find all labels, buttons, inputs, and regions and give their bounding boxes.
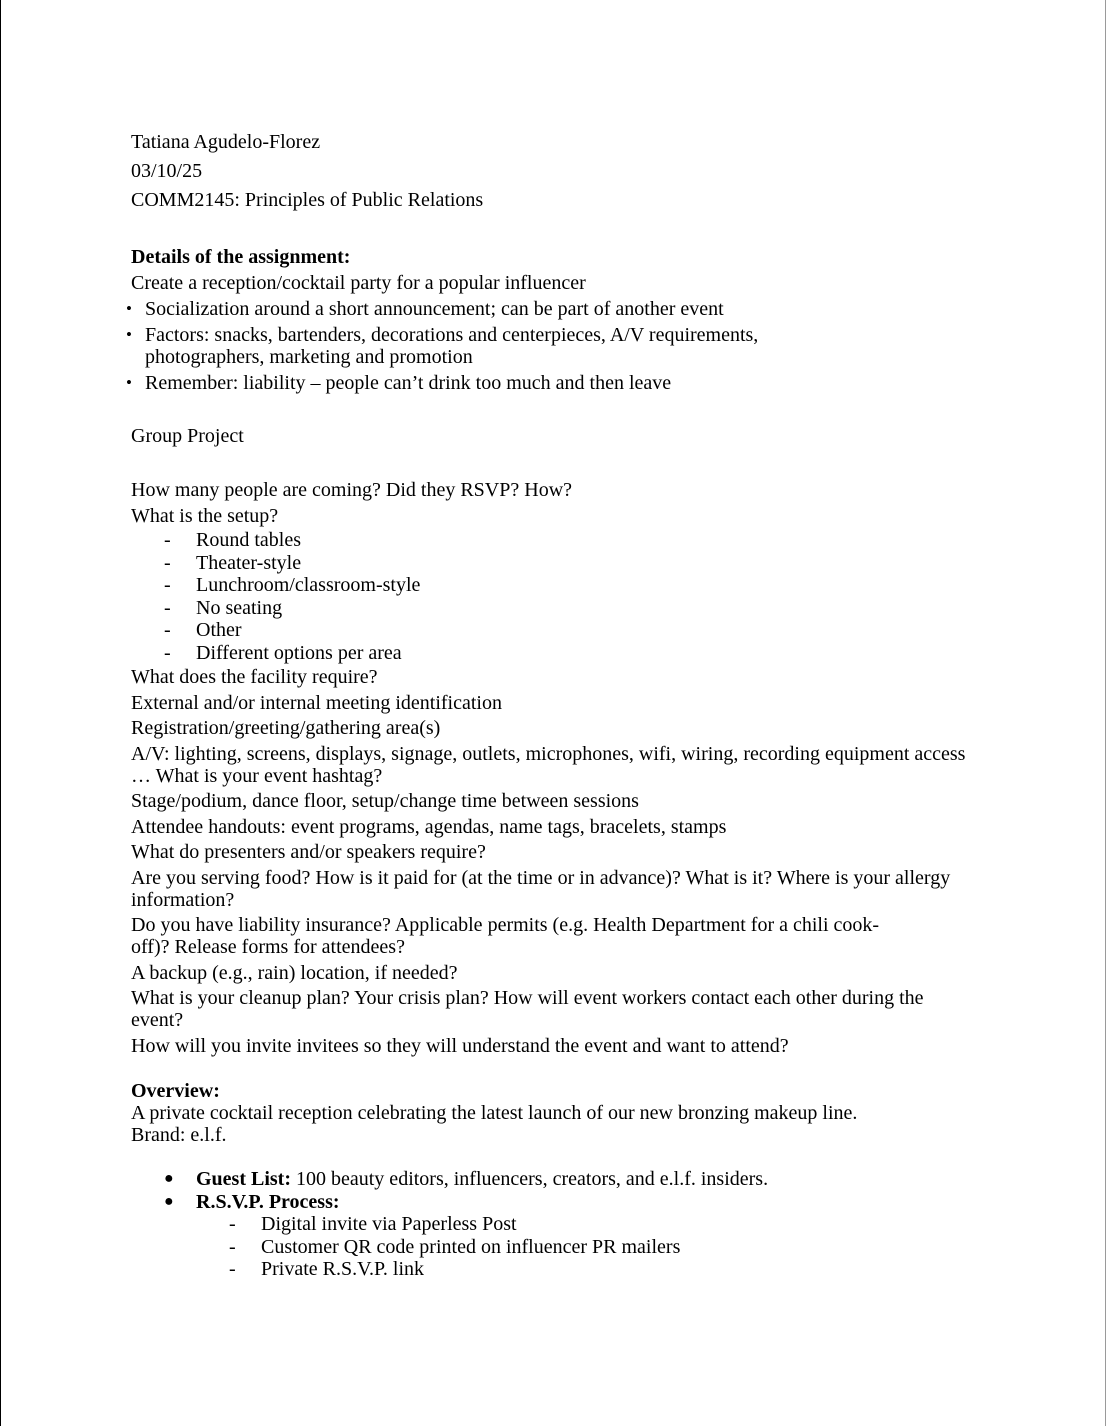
rsvp-label: R.S.V.P. Process:: [196, 1190, 340, 1213]
guest-list-value: 100 beauty editors, influencers, creators, and e.l.f. insiders.: [291, 1168, 769, 1190]
assignment-bullets: [131, 298, 991, 394]
planning-questions: [131, 666, 991, 1057]
planning-question: What do presenters and/or speakers require?: [131, 841, 486, 863]
overview-heading: Overview:: [131, 1080, 220, 1102]
rsvp-method: - Customer QR code printed on influencer PR mailers: [196, 1236, 991, 1259]
planning-question: Attendee handouts: event programs, agendas, name tags, bracelets, stamps: [131, 815, 727, 838]
assignment-heading: Details of the assignment:: [131, 246, 351, 268]
planning-question: Stage/podium, dance floor, setup/change time between sessions: [131, 790, 639, 812]
planning-question: A/V: lighting, screens, displays, signage, outlets, microphones, wifi, wiring, recording equipment access … What is your event hashtag?: [131, 742, 966, 787]
brand-line: Brand: e.l.f.: [131, 1124, 227, 1146]
rsvp-methods-list: [196, 1213, 991, 1281]
planning-question: What does the facility require?: [131, 666, 378, 688]
planning-question: How will you invite invitees so they will understand the event and want to attend?: [131, 1034, 789, 1057]
assignment-intro: Create a reception/cocktail party for a popular influencer: [131, 272, 586, 294]
overview-description: A private cocktail reception celebrating the latest launch of our new bronzing makeup line.: [131, 1102, 858, 1124]
setup-option: - Other: [131, 619, 991, 642]
setup-options-list: [131, 529, 991, 664]
rsvp-method: - Private R.S.V.P. link: [196, 1258, 991, 1281]
course-title: COMM2145: Principles of Public Relations: [131, 189, 484, 211]
setup-option: - Lunchroom/classroom-style: [131, 574, 991, 597]
planning-question: Are you serving food? How is it paid for (at the time or in advance)? What is it? Where is your allergy information?: [131, 866, 951, 911]
guest-list-label: Guest List:: [196, 1168, 291, 1190]
assignment-bullet: • Remember: liability – people can’t drink too much and then leave: [131, 372, 991, 394]
rsvp-method: - Digital invite via Paperless Post: [196, 1213, 991, 1236]
setup-option: - Theater-style: [131, 552, 991, 575]
assignment-bullet: • Factors: snacks, bartenders, decorations and centerpieces, A/V requirements, photographers, marketing and promotion: [131, 324, 825, 368]
planning-question: External and/or internal meeting identification: [131, 691, 502, 714]
document-date: 03/10/25: [131, 160, 203, 182]
rsvp-item: [131, 1191, 991, 1214]
planning-question: What is your cleanup plan? Your crisis plan? How will event workers contact each other during the event?: [131, 987, 924, 1031]
planning-question: A backup (e.g., rain) location, if needed?: [131, 961, 458, 984]
document-body: [131, 129, 991, 1281]
assignment-bullet: • Socialization around a short announcement; can be part of another event: [131, 298, 991, 320]
setup-option: - No seating: [131, 597, 991, 620]
question-setup: What is the setup?: [131, 505, 279, 527]
planning-question: Do you have liability insurance? Applicable permits (e.g. Health Department for a chili cook-off)? Release forms for attendees?: [131, 914, 880, 958]
planning-question: Registration/greeting/gathering area(s): [131, 717, 441, 739]
author-name: Tatiana Agudelo-Florez: [131, 131, 321, 153]
event-details-list: [131, 1168, 991, 1213]
setup-option: - Round tables: [131, 529, 991, 552]
setup-option: - Different options per area: [131, 642, 991, 665]
question-attendance: How many people are coming? Did they RSVP? How?: [131, 479, 573, 501]
group-project-label: Group Project: [131, 425, 244, 447]
guest-list-item: [131, 1168, 991, 1191]
